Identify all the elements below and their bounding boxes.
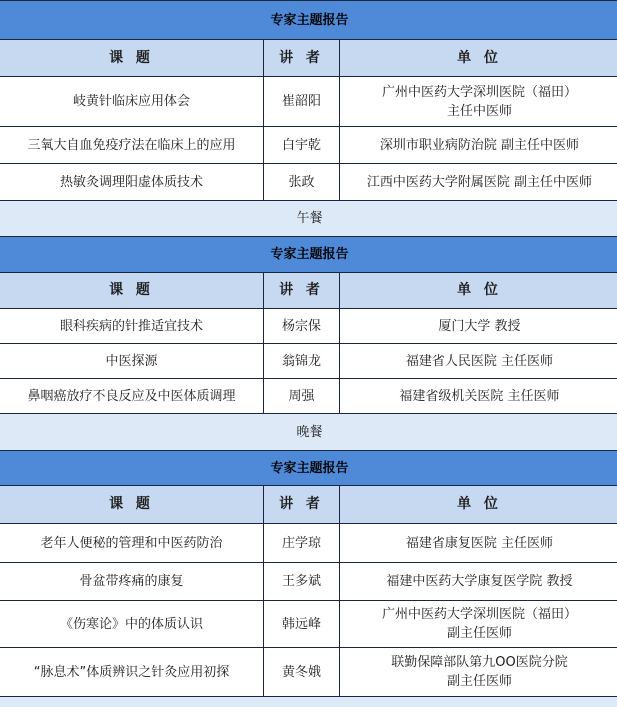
trailing-row: [0, 697, 617, 707]
unit-line: 联勤保障部队第九OO医院分院: [342, 653, 617, 672]
unit-title-line: 副主任医师: [342, 624, 617, 643]
table-row: [0, 563, 617, 601]
header-row: [0, 40, 617, 77]
unit-title-line: 主任中医师: [342, 102, 617, 121]
header-unit: 单 位: [340, 273, 617, 309]
section-title: 专家主题报告: [0, 451, 617, 486]
header-topic: 课 题: [0, 273, 264, 309]
unit-cell: 福建省级机关医院 主任医师: [340, 379, 617, 414]
speaker-cell: 王多斌: [264, 563, 340, 601]
unit-cell: 福建中医药大学康复医学院 教授: [340, 563, 617, 601]
header-speaker: 讲 者: [264, 40, 340, 77]
table-row: [0, 77, 617, 127]
section-title-row: [0, 1, 617, 40]
unit-cell: 福建省康复医院 主任医师: [340, 524, 617, 563]
section-title: 专家主题报告: [0, 1, 617, 40]
table-row: [0, 127, 617, 164]
topic-cell: 骨盆带疼痛的康复: [0, 563, 264, 601]
unit-cell: 江西中医药大学附属医院 副主任中医师: [340, 164, 617, 201]
meal-break-label: 午餐: [0, 201, 617, 237]
topic-cell: 老年人便秘的管理和中医药防治: [0, 524, 264, 563]
table-row: [0, 601, 617, 648]
speaker-cell: 杨宗保: [264, 309, 340, 344]
speaker-cell: 黄冬娥: [264, 648, 340, 697]
table-row: [0, 344, 617, 379]
header-speaker: 讲 者: [264, 486, 340, 524]
header-topic: 课 题: [0, 40, 264, 77]
speaker-cell: 韩远峰: [264, 601, 340, 648]
topic-cell: 岐黄针临床应用体会: [0, 77, 264, 127]
unit-cell: [340, 601, 617, 648]
topic-cell: 眼科疾病的针推适宜技术: [0, 309, 264, 344]
unit-cell: 深圳市职业病防治院 副主任中医师: [340, 127, 617, 164]
table-row: [0, 309, 617, 344]
table-row: [0, 164, 617, 201]
topic-cell: 鼻咽癌放疗不良反应及中医体质调理: [0, 379, 264, 414]
speaker-cell: 翁锦龙: [264, 344, 340, 379]
speaker-cell: 白宇乾: [264, 127, 340, 164]
unit-title-line: 副主任医师: [342, 672, 617, 691]
unit-cell: 厦门大学 教授: [340, 309, 617, 344]
meal-break-row: [0, 414, 617, 451]
trailing-cell: [0, 697, 617, 707]
topic-cell: 《伤寒论》中的体质认识: [0, 601, 264, 648]
topic-cell: 中医探源: [0, 344, 264, 379]
unit-line: 广州中医药大学深圳医院（福田）: [342, 83, 617, 102]
header-topic: 课 题: [0, 486, 264, 524]
speaker-cell: 周强: [264, 379, 340, 414]
section-title: 专家主题报告: [0, 237, 617, 273]
unit-line: 广州中医药大学深圳医院（福田）: [342, 605, 617, 624]
header-row: [0, 486, 617, 524]
topic-cell: “脉息术”体质辨识之针灸应用初探: [0, 648, 264, 697]
topic-cell: 热敏灸调理阳虚体质技术: [0, 164, 264, 201]
topic-cell: 三氧大自血免疫疗法在临床上的应用: [0, 127, 264, 164]
section-title-row: [0, 451, 617, 486]
header-unit: 单 位: [340, 486, 617, 524]
header-speaker: 讲 者: [264, 273, 340, 309]
speaker-cell: 张政: [264, 164, 340, 201]
section-title-row: [0, 237, 617, 273]
header-row: [0, 273, 617, 309]
table-row: [0, 524, 617, 563]
unit-cell: [340, 648, 617, 697]
unit-cell: 福建省人民医院 主任医师: [340, 344, 617, 379]
header-unit: 单 位: [340, 40, 617, 77]
meal-break-label: 晚餐: [0, 414, 617, 451]
unit-cell: [340, 77, 617, 127]
table-row: [0, 379, 617, 414]
table-row: [0, 648, 617, 697]
speaker-cell: 崔韶阳: [264, 77, 340, 127]
speaker-cell: 庄学琼: [264, 524, 340, 563]
meal-break-row: [0, 201, 617, 237]
